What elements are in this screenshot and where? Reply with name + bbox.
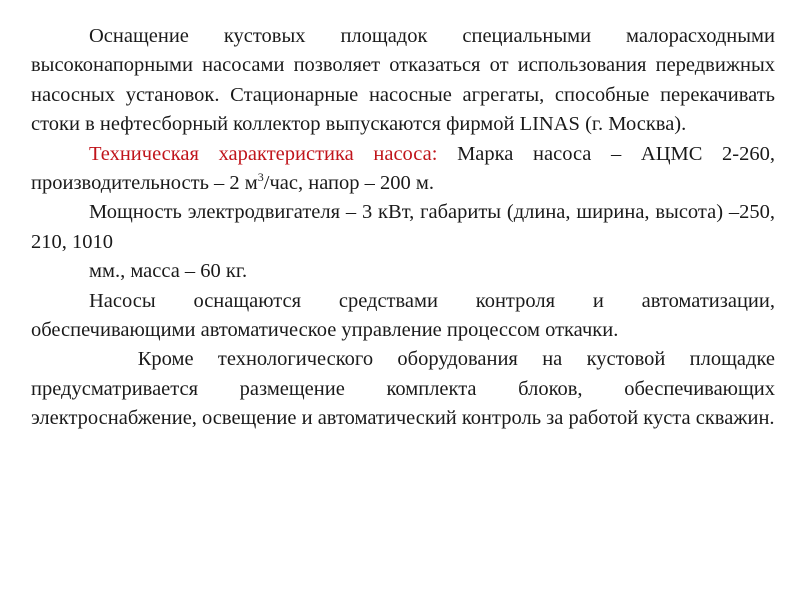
paragraph-pump-specs (31, 140, 775, 199)
paragraph-automation: Насосы оснащаются средствами контроля и автоматизации, обеспечивающими автоматическое управление процессом откачки. (31, 289, 775, 342)
cubic-superscript: 3 (257, 170, 264, 185)
paragraph-intro: Оснащение кустовых площадок специальными малорасходными высоконапорными насосами позволяет отказаться от использования передвижных насосных установок. Стационарные насосные агрегаты, способные перекачивать стоки в нефтесборный коллектор выпускаются фирмой LINAS (г. Москва). (31, 25, 775, 136)
paragraph-mass: мм., масса – 60 кг. (89, 260, 248, 283)
pump-specs-text-end: /час, напор – 200 м. (263, 172, 434, 195)
paragraph-motor-power: Мощность электродвигателя – 3 кВт, габариты (длина, ширина, высота) –250, 210, 1010 (31, 201, 775, 253)
pump-specs-text: Марка насоса – АЦМС 2-260, производительность – 2 м (31, 142, 775, 195)
paragraph-equipment: Кроме технологического оборудования на кустовой площадке предусматривается размещение комплекта блоков, обеспечивающих электроснабжение, освещение и автоматический контроль за работой куста скважин. (31, 348, 781, 430)
pump-specs-heading: Техническая характеристика насоса: (89, 142, 438, 165)
